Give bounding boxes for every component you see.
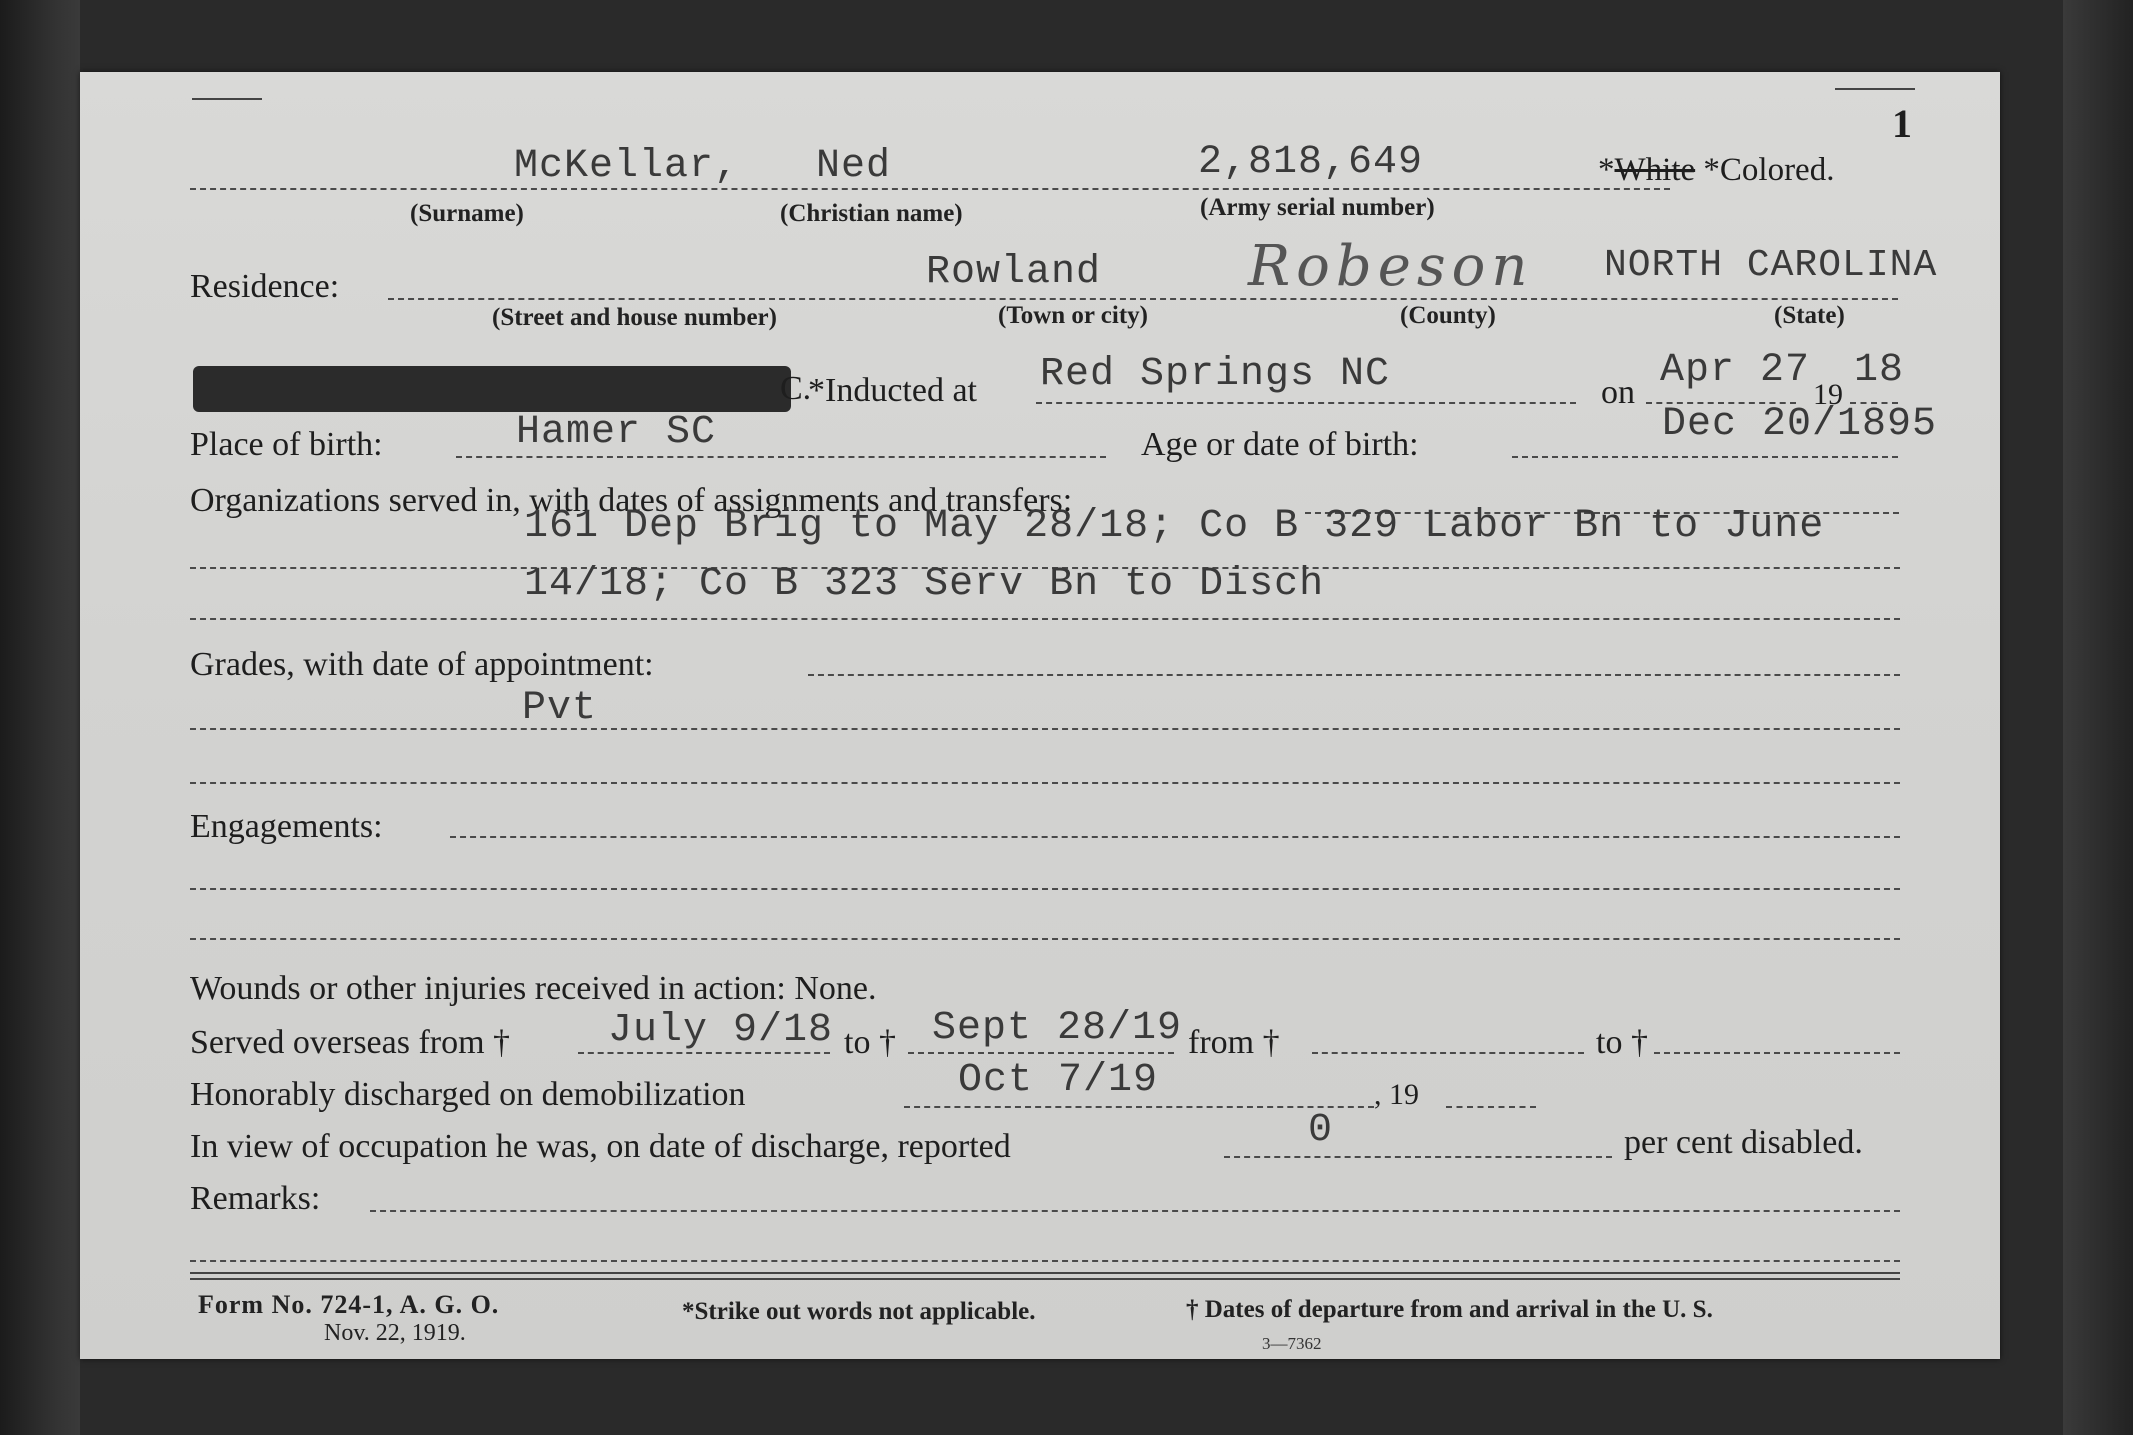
overseas-from1-value: July 9/18	[608, 1008, 834, 1053]
card-number: 1	[1892, 101, 1912, 146]
disability-label: In view of occupation he was, on date of discharge, reported	[190, 1128, 1011, 1165]
grades-value: Pvt	[522, 686, 598, 731]
disability-line	[1224, 1156, 1612, 1158]
engagements-label: Engagements:	[190, 808, 383, 845]
inducted-year-value: 18	[1854, 348, 1905, 393]
serial-number-caption: (Army serial number)	[1200, 194, 1435, 221]
surname-value: McKellar,	[514, 144, 740, 189]
grades-line-c	[190, 782, 1900, 784]
residence-line	[388, 298, 1898, 300]
christian-name-value: Ned	[816, 144, 892, 189]
grades-line-a	[808, 674, 1900, 676]
inducted-year-prefix: 19	[1813, 378, 1843, 411]
top-right-rule	[1835, 88, 1915, 90]
place-of-birth-line	[456, 456, 1106, 458]
residence-state-value: NORTH CAROLINA	[1604, 244, 1938, 287]
wounds-value: None.	[794, 970, 877, 1007]
service-record-card	[80, 72, 2000, 1359]
enlisted-tail: C.	[780, 370, 812, 407]
residence-label: Residence:	[190, 268, 340, 305]
overseas-to-label: to †	[844, 1024, 896, 1061]
footer-rule-2	[190, 1278, 1900, 1280]
organizations-line1-value: 161 Dep Brig to May 28/18; Co B 329 Labor Bn to June	[524, 504, 1825, 549]
discharge-label: Honorably discharged on demobilization	[190, 1076, 746, 1113]
inducted-place-value: Red Springs NC	[1040, 352, 1391, 397]
inducted-line	[1036, 402, 1576, 404]
organizations-label: Organizations served in, with dates of assignments and transfers:	[190, 482, 1073, 519]
overseas-label: Served overseas from †	[190, 1024, 511, 1061]
street-caption: (Street and house number)	[492, 304, 777, 331]
organizations-line2-value: 14/18; Co B 323 Serv Bn to Disch	[524, 562, 1325, 607]
scan-border-left	[0, 0, 80, 1435]
name-line	[190, 188, 1670, 190]
disability-value: 0	[1308, 1108, 1334, 1153]
discharge-date-value: Oct 7/19	[958, 1058, 1159, 1103]
grades-line-b	[190, 728, 1900, 730]
county-caption: (County)	[1400, 302, 1496, 329]
overseas-to1-line	[908, 1052, 1174, 1054]
discharge-year-line	[1446, 1106, 1536, 1108]
birth-date-value: Dec 20/1895	[1662, 402, 1938, 447]
inducted-label: *Inducted at	[808, 372, 977, 409]
form-date: Nov. 22, 1919.	[324, 1320, 466, 1346]
discharge-line	[904, 1106, 1374, 1108]
organizations-line-c	[190, 618, 1900, 620]
remarks-line-a	[370, 1210, 1900, 1212]
scan-border-right	[2063, 0, 2133, 1435]
remarks-line-b	[190, 1260, 1900, 1262]
race-options: *White *Colored.	[1598, 152, 1835, 188]
overseas-to1-value: Sept 28/19	[932, 1006, 1183, 1051]
age-line	[1512, 456, 1898, 458]
race-colored: Colored.	[1719, 152, 1835, 188]
serial-number-value: 2,818,649	[1198, 140, 1424, 185]
engagements-line-c	[190, 938, 1900, 940]
town-caption: (Town or city)	[998, 302, 1148, 329]
inducted-on-label: on	[1601, 374, 1635, 411]
engagements-line-a	[450, 836, 1900, 838]
remarks-label: Remarks:	[190, 1180, 321, 1217]
wounds-label: Wounds or other injuries received in action: None.	[190, 970, 877, 1007]
footer-rule-1	[190, 1272, 1900, 1274]
surname-caption: (Surname)	[410, 200, 524, 227]
form-number: Form No. 724-1, A. G. O.	[198, 1290, 500, 1319]
inducted-date-value: Apr 27	[1660, 348, 1811, 393]
discharge-year-prefix: , 19	[1374, 1078, 1419, 1111]
overseas-to2-label: to †	[1596, 1024, 1648, 1061]
grades-label: Grades, with date of appointment:	[190, 646, 654, 683]
residence-county-value: Robeson	[1248, 234, 1534, 299]
strike-out-note: *Strike out words not applicable.	[682, 1298, 1036, 1325]
place-of-birth-label: Place of birth:	[190, 426, 383, 463]
engagements-line-b	[190, 888, 1900, 890]
residence-town-value: Rowland	[926, 250, 1102, 295]
age-label: Age or date of birth:	[1141, 426, 1419, 463]
print-code: 3—7362	[1262, 1334, 1322, 1353]
race-white: White	[1614, 152, 1696, 188]
redaction-bar	[193, 366, 791, 412]
top-left-rule	[192, 98, 262, 100]
state-caption: (State)	[1774, 302, 1845, 329]
overseas-from2-label: from †	[1188, 1024, 1280, 1061]
overseas-from2-line	[1312, 1052, 1584, 1054]
disability-suffix: per cent disabled.	[1624, 1124, 1863, 1161]
overseas-to2-line	[1654, 1052, 1900, 1054]
place-of-birth-value: Hamer SC	[516, 410, 717, 455]
dates-note: † Dates of departure from and arrival in the U. S.	[1186, 1296, 1713, 1323]
christian-name-caption: (Christian name)	[780, 200, 963, 227]
